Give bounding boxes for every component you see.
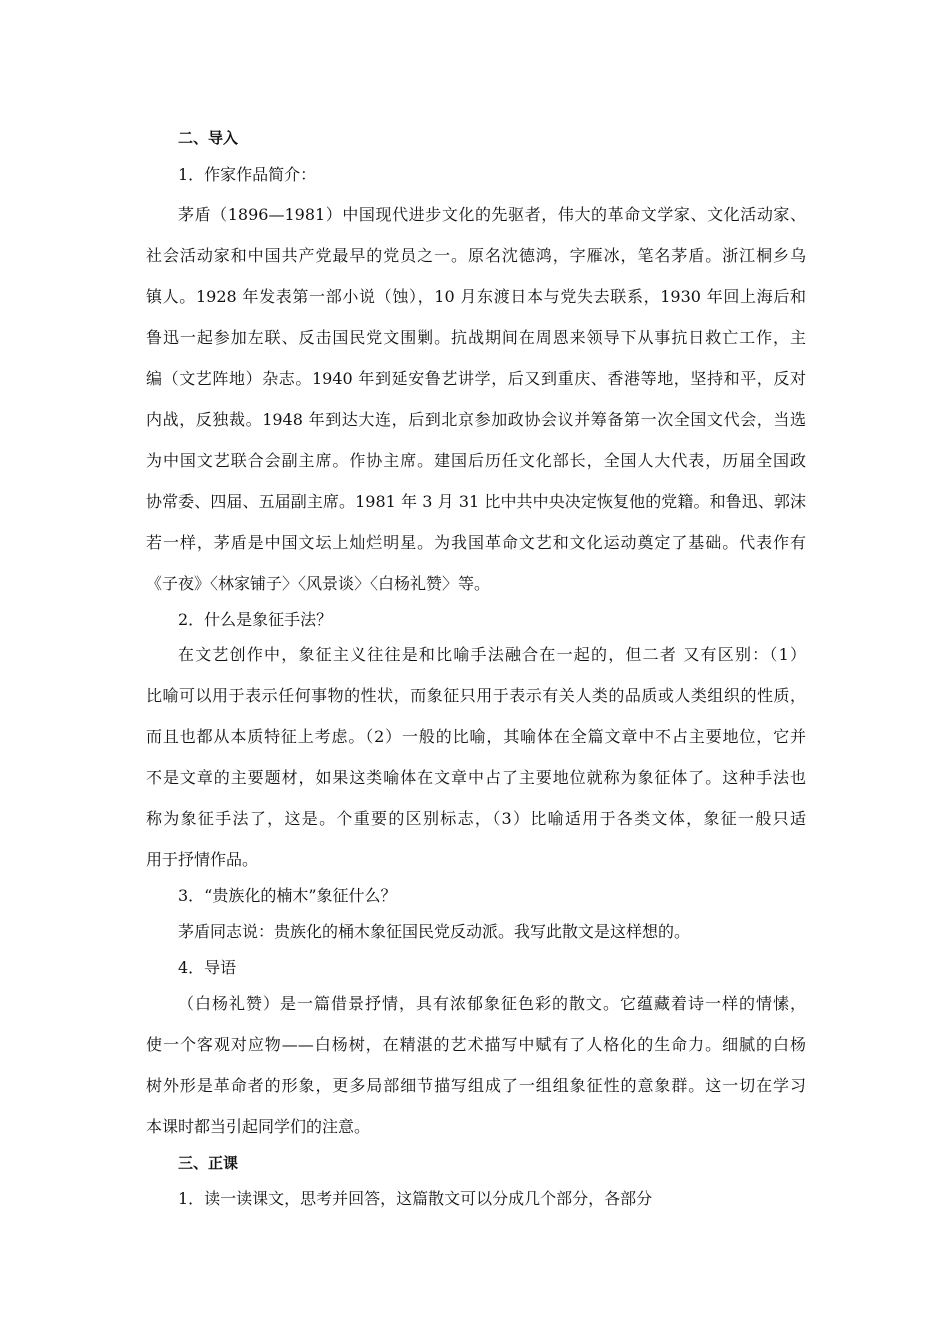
intro-paragraph-line: 本课时都当引起同学们的注意。 xyxy=(146,1117,371,1136)
bio-paragraph-line: 《子夜》〈林家铺子〉〈风景谈〉〈白杨礼赞〉等。 xyxy=(146,574,491,593)
bio-paragraph-line: 鲁迅一起参加左联、反击国民党文围剿。抗战期间在周恩来领导下从事抗日救亡工作，主 xyxy=(146,328,806,347)
item-title-symbolism: 2．什么是象征手法？ xyxy=(178,610,333,629)
item-title-nanmu-question: 3．“贵族化的楠木”象征什么？ xyxy=(178,886,397,905)
section-heading-intro: 二、导入 xyxy=(178,129,239,147)
bio-paragraph-line: 协常委、四届、五届副主席。1981 年 3 月 31 比中共中央决定恢复他的党籍。和鲁迅、郭沫 xyxy=(146,492,806,511)
nanmu-answer: 茅盾同志说：贵族化的桶木象征国民党反动派。我写此散文是这样想的。 xyxy=(178,922,691,941)
symbolism-paragraph-line: 称为象征手法了，这是。个重要的区别标志，（3）比喻适用于各类文体，象征一般只适 xyxy=(146,809,806,828)
symbolism-paragraph-line: 比喻可以用于表示任何事物的性状，而象征只用于表示有关人类的品质或人类组织的性质， xyxy=(146,686,806,705)
bio-paragraph-line: 茅盾（1896—1981）中国现代进步文化的先驱者，伟大的革命文学家、文化活动家、 xyxy=(178,205,806,224)
main-lesson-item-1: 1．读一读课文，思考并回答，这篇散文可以分成几个部分，各部分 xyxy=(178,1189,653,1208)
bio-paragraph-line: 内战，反独裁。1948 年到达大连，后到北京参加政协会议并筹备第一次全国文代会，当选 xyxy=(146,410,806,429)
section-heading-main-lesson: 三、正课 xyxy=(178,1154,239,1172)
bio-paragraph-line: 编（文艺阵地）杂志。1940 年到延安鲁艺讲学，后又到重庆、香港等地，坚持和平，反对 xyxy=(146,369,806,388)
symbolism-paragraph-line: 不是文章的主要题材，如果这类喻体在文章中占了主要地位就称为象征体了。这种手法也 xyxy=(146,768,806,787)
symbolism-paragraph-line: 在文艺创作中，象征主义往往是和比喻手法融合在一起的，但二者 又有区别：（1） xyxy=(178,645,806,664)
intro-paragraph-line: 树外形是革命者的形象，更多局部细节描写组成了一组组象征性的意象群。这一切在学习 xyxy=(146,1076,806,1095)
intro-paragraph-line: （白杨礼赞）是一篇借景抒情，具有浓郁象征色彩的散文。它蕴藏着诗一样的情愫， xyxy=(178,994,806,1013)
bio-paragraph-line: 若一样，茅盾是中国文坛上灿烂明星。为我国革命文艺和文化运动奠定了基础。代表作有 xyxy=(146,533,806,552)
bio-paragraph-line: 为中国文艺联合会副主席。作协主席。建国后历任文化部长，全国人大代表，历届全国政 xyxy=(146,451,806,470)
bio-paragraph-line: 社会活动家和中国共产党最早的党员之一。原名沈德鸿，字雁冰，笔名茅盾。浙江桐乡乌 xyxy=(146,246,806,265)
bio-paragraph-line: 镇人。1928 年发表第一部小说（蚀），10 月东渡日本与党失去联系，1930 年回上海后和 xyxy=(146,287,806,306)
symbolism-paragraph-line: 用于抒情作品。 xyxy=(146,850,259,869)
item-title-lead-in: 4．导语 xyxy=(178,958,237,977)
intro-paragraph-line: 使一个客观对应物——白杨树，在精湛的艺术描写中赋有了人格化的生命力。细腻的白杨 xyxy=(146,1035,806,1054)
item-title-author-intro: 1．作家作品简介： xyxy=(178,165,317,184)
symbolism-paragraph-line: 而且也都从本质特征上考虑。（2）一般的比喻，其喻体在全篇文章中不占主要地位，它并 xyxy=(146,727,806,746)
